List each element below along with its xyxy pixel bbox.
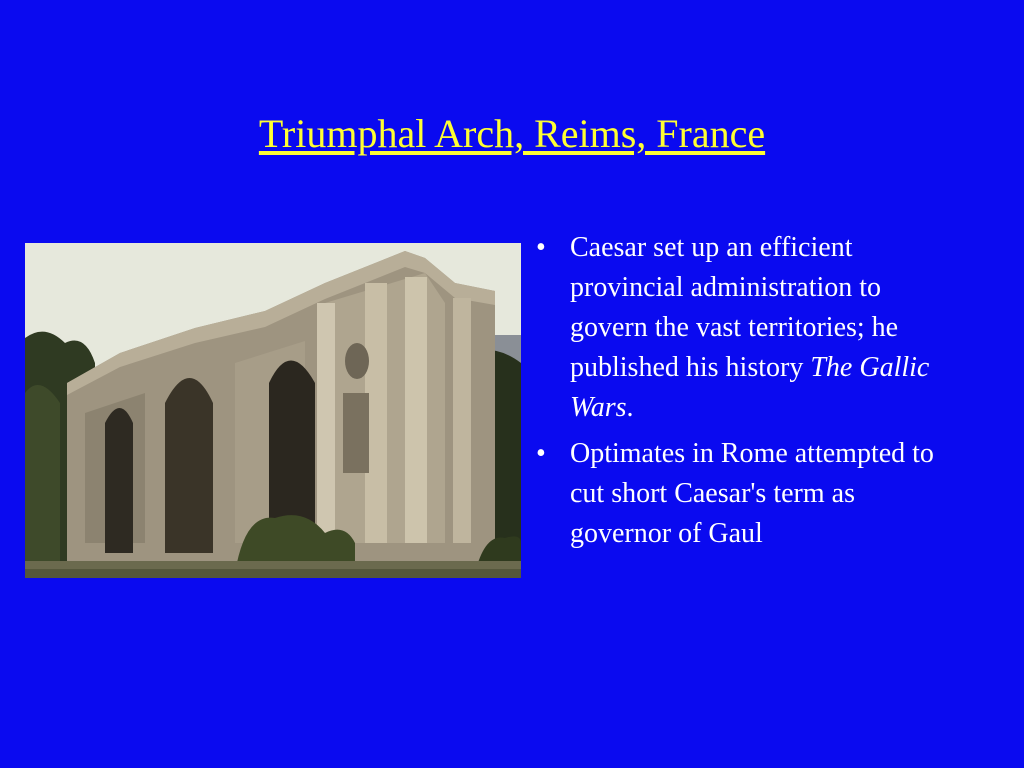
bullet-list	[536, 228, 956, 560]
bullet-mark: •	[536, 232, 546, 263]
bullet-text: Optimates in Rome attempted to cut short Caesar's term as governor of Gaul	[570, 438, 934, 549]
bullet-mark: •	[536, 438, 546, 469]
arch-illustration	[25, 243, 521, 578]
bullet-text-end: .	[626, 392, 634, 423]
bullet-item	[536, 434, 956, 554]
bullet-text: Caesar set up an efficient provincial administration to govern the vast territories; he published his history	[570, 232, 899, 383]
book-title: The Gallic Wars	[570, 352, 930, 423]
arch-photo	[25, 243, 521, 578]
slide-title: Triumphal Arch, Reims, France	[258, 111, 766, 156]
bullet-item	[536, 228, 956, 428]
